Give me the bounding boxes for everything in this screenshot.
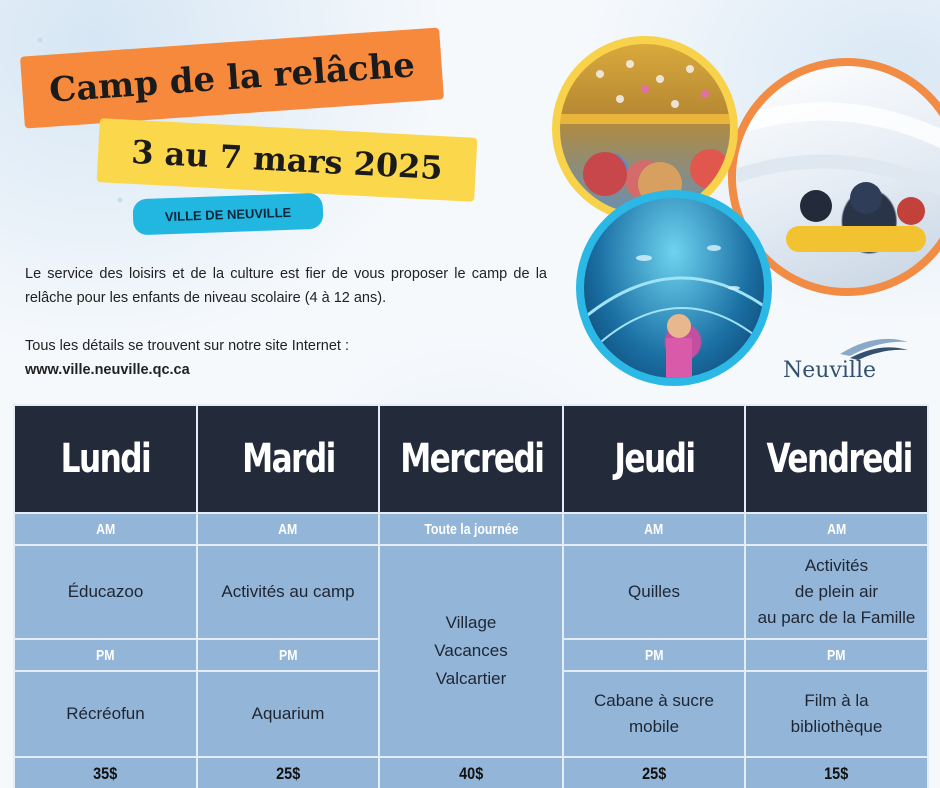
activity-cell: Quilles (563, 545, 745, 639)
activity-cell: Activités au camp (197, 545, 379, 639)
activity-cell: Éducazoo (14, 545, 197, 639)
page-title: Camp de la relâche (47, 45, 417, 111)
day-header-row (14, 405, 928, 513)
activity-cell: Cabane à sucre mobile (563, 671, 745, 757)
price-cell: 25$ (563, 757, 745, 788)
slot-label-full-day: Toute la journée (379, 513, 563, 545)
slot-label-am: AM (563, 513, 745, 545)
logo-text: Neuville (783, 358, 876, 383)
website-lead: Tous les détails se trouvent sur notre site Internet : (25, 338, 349, 354)
slot-label-pm: PM (745, 639, 928, 671)
price-cell: 35$ (14, 757, 197, 788)
activity-cell: Aquarium (197, 671, 379, 757)
price-cell: 25$ (197, 757, 379, 788)
am-label-row (14, 513, 928, 545)
activity-cell: Récréofun (14, 671, 197, 757)
day-header-mercredi: Mercredi (379, 405, 563, 513)
city-badge-label: VILLE DE NEUVILLE (164, 204, 292, 224)
website-link[interactable]: www.ville.neuville.qc.ca (25, 362, 190, 378)
intro-text (25, 262, 547, 382)
am-activity-row (14, 545, 928, 639)
schedule-table (13, 404, 929, 788)
slot-label-pm: PM (197, 639, 379, 671)
day-header-mardi: Mardi (197, 405, 379, 513)
slot-label-am: AM (14, 513, 197, 545)
slot-label-am: AM (745, 513, 928, 545)
price-cell: 15$ (745, 757, 928, 788)
activity-cell: Film à la bibliothèque (745, 671, 928, 757)
day-header-vendredi: Vendredi (745, 405, 928, 513)
website-paragraph (25, 334, 547, 382)
city-badge (132, 193, 323, 236)
slot-label-pm: PM (563, 639, 745, 671)
aquarium-photo (576, 190, 772, 386)
price-cell: 40$ (379, 757, 563, 788)
price-row (14, 757, 928, 788)
slot-label-am: AM (197, 513, 379, 545)
activity-cell: Activités de plein air au parc de la Famille (745, 545, 928, 639)
intro-paragraph: Le service des loisirs et de la culture est fier de vous proposer le camp de la relâche pour les enfants de niveau scolaire (4 à 12 ans). (25, 266, 547, 306)
day-header-jeudi: Jeudi (563, 405, 745, 513)
slot-label-pm: PM (14, 639, 197, 671)
day-header-lundi: Lundi (14, 405, 197, 513)
event-dates: 3 au 7 mars 2025 (130, 132, 444, 188)
activity-cell-full-day: Village Vacances Valcartier (379, 545, 563, 757)
neuville-logo (780, 336, 910, 386)
